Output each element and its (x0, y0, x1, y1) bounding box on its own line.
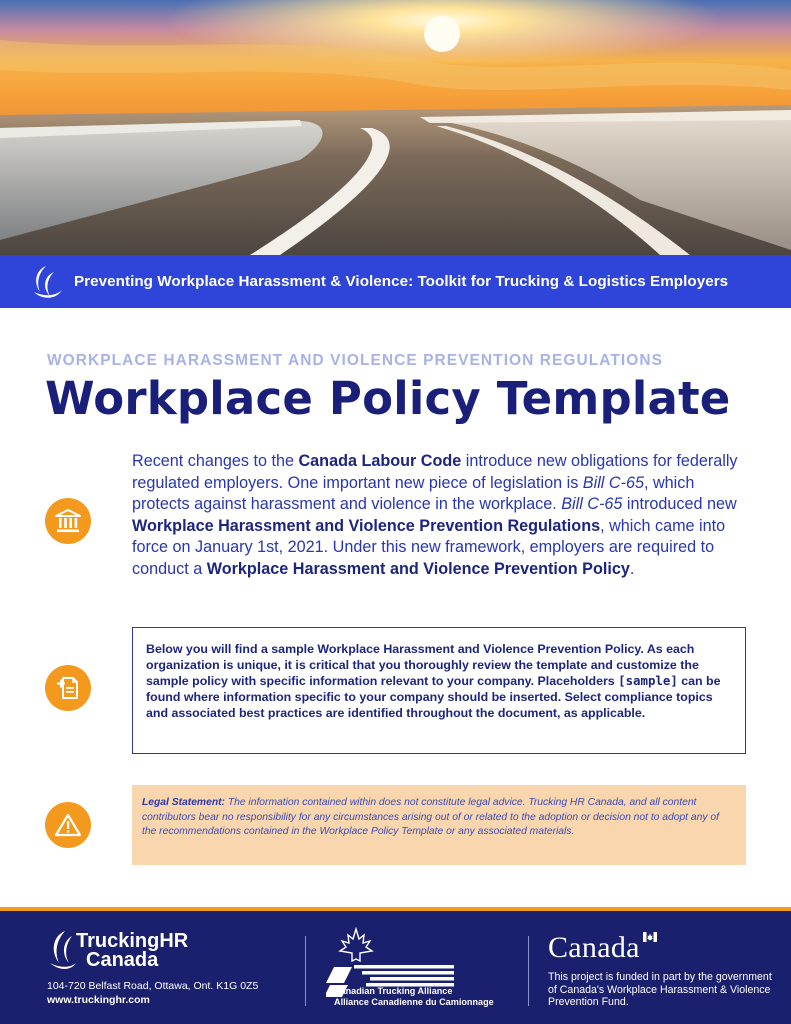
intro-paragraph (132, 451, 752, 580)
legal-statement (132, 785, 746, 865)
intro-icon-circle (45, 498, 91, 544)
document-add-icon (54, 674, 82, 702)
placeholder-example: [sample] (618, 673, 678, 688)
intro-emphasis: Workplace Harassment and Violence Prevention Policy (206, 559, 630, 578)
footer-divider (305, 936, 306, 1006)
legal-label: Legal Statement: (142, 797, 225, 808)
footer (0, 911, 791, 1024)
intro-emphasis: Canada Labour Code (298, 452, 462, 470)
intro-text: , which came into force on January 1st, 2021. Under this new framework, employers are required to conduct a (132, 516, 726, 578)
trucking-alliance-name (334, 986, 494, 1008)
hero-image (0, 0, 791, 255)
intro-text: , which protects against harassment and violence in the workplace. (132, 473, 695, 513)
sample-policy-notice (132, 627, 746, 754)
notice-text: Below you will find a sample Workplace Harassment and Violence Prevention Policy. As each organization is unique, it is critical that you thoroughly review the template and customize the sample policy with specific information relevant to your company. Placeholders (146, 642, 699, 688)
contact-info (47, 980, 258, 1007)
intro-text: . (629, 559, 635, 578)
sample-icon-circle (45, 665, 91, 711)
address: 104-720 Belfast Road, Ottawa, Ont. K1G 0Z5 (47, 980, 259, 992)
org-name-line2: Canada (86, 949, 159, 971)
intro-text: Recent changes to the (132, 452, 299, 470)
alliance-name-en: Canadian Trucking Alliance (334, 986, 453, 996)
legal-icon-circle (45, 802, 91, 848)
org-name-line1: TruckingHR (76, 930, 189, 952)
intro-italic: Bill C-65 (582, 473, 644, 492)
legal-text: The information contained within does not constitute legal advice. Trucking HR Canada, and all content contributors bear no responsibility for any circumstances arising out of or related to the adoption or decision not to adopt any of the recommendations contained in the Workplace Policy Template or any associated materials. (142, 797, 719, 838)
intro-text: introduced new (622, 495, 737, 513)
intro-text: introduce new obligations for federally regulated employers. One important new piece of legislation is (132, 452, 738, 492)
intro-emphasis: Workplace Harassment and Violence Prevention Regulations (132, 516, 601, 535)
toolkit-banner (0, 255, 791, 308)
government-building-icon (54, 507, 82, 535)
banner-title: Preventing Workplace Harassment & Violence: Toolkit for Trucking & Logistics Employers (74, 273, 729, 290)
funding-statement: This project is funded in part by the government of Canada's Workplace Harassment & Violence Prevention Fund. (548, 971, 772, 1009)
trucking-hr-swoosh-icon (30, 262, 64, 302)
notice-text: can be found where information specific to your company should be inserted. Select compliance topics and associated best practices are identified throughout the document, as applicable. (146, 674, 721, 720)
canada-flag-icon (643, 932, 657, 942)
org-name (76, 932, 188, 970)
canada-wordmark: Canada (548, 931, 640, 964)
alliance-name-fr: Alliance Canadienne du Camionnage (334, 997, 494, 1007)
warning-icon (53, 811, 83, 839)
intro-italic: Bill C-65 (561, 495, 623, 513)
eyebrow-heading: WORKPLACE HARASSMENT AND VIOLENCE PREVENTION REGULATIONS (47, 352, 663, 369)
website-link[interactable]: www.truckinghr.com (47, 993, 150, 1006)
footer-divider (528, 936, 529, 1006)
page-title: Workplace Policy Template (45, 372, 731, 425)
